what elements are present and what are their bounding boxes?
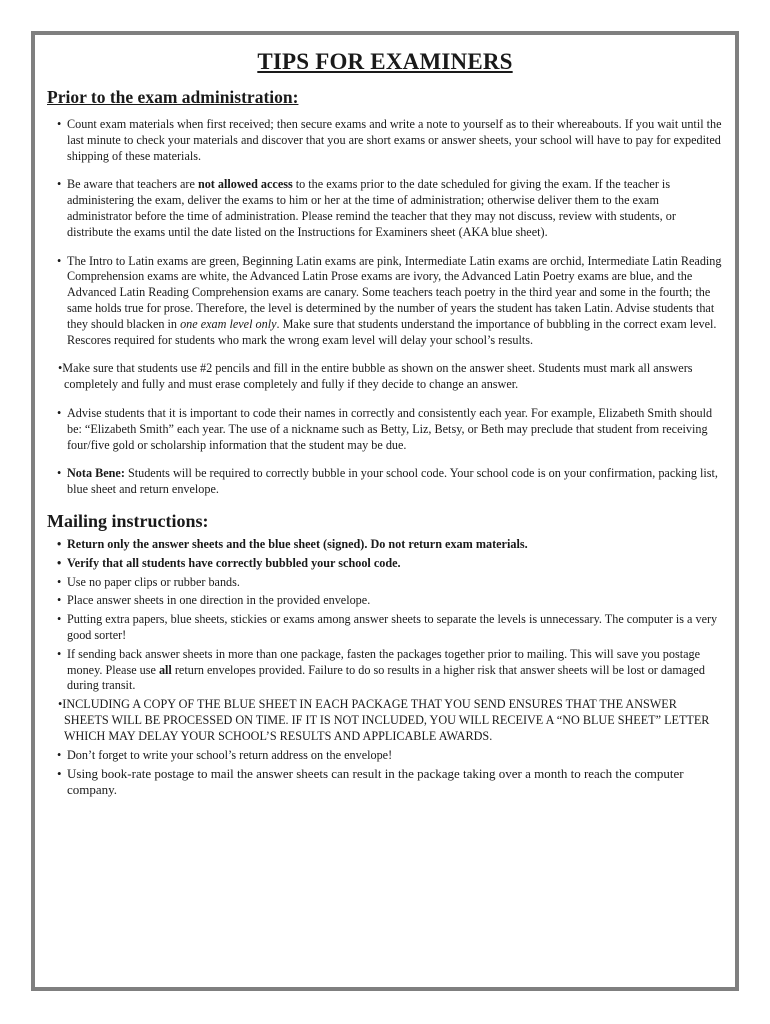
prior-bullet-count-materials: • Count exam materials when first received; then secure exams and write a note to yourself as to their whereabouts. If you wait until the last minute to check your materials and discover that you are short exams or answer sheets, your school will have to pay for expedited shipping of these materials. bbox=[57, 117, 722, 163]
prior-bullet-name-coding: • Advise students that it is important to code their names in correctly and consistently each year. For example, Elizabeth Smith should be: “Elizabeth Smith” each year. The use of a nickname such as Betty, Liz, Betsy, or Beth may preclude that student from receiving four/five gold or scholarship information that the student may be due. bbox=[57, 405, 713, 452]
page-title: TIPS FOR EXAMINERS bbox=[257, 49, 513, 74]
prior-bullet-nota-bene: • Nota Bene: Students will be required to correctly bubble in your school code. Your school code is on your confirmation, packing list, blue sheet and return envelope. bbox=[57, 466, 718, 497]
mailing-item-no-clips: • Use no paper clips or rubber bands. bbox=[57, 574, 240, 589]
mailing-item-return-only: • Return only the answer sheets and the blue sheet (signed). Do not return exam materials. bbox=[57, 536, 528, 551]
nota-bene-label: Nota Bene: bbox=[67, 466, 125, 481]
mailing-item-no-extra-papers: • Putting extra papers, blue sheets, stickies or exams among answer sheets to separate the levels is unnecessary. The computer is a very good sorter! bbox=[57, 612, 718, 642]
mailing-item-one-direction: • Place answer sheets in one direction in the provided envelope. bbox=[57, 593, 371, 608]
not-allowed-access-emphasis: not allowed access bbox=[197, 177, 293, 192]
one-exam-level-emphasis: one exam level only bbox=[180, 316, 277, 331]
prior-heading: Prior to the exam administration: bbox=[47, 87, 299, 107]
page-frame bbox=[31, 31, 739, 991]
mailing-item-return-address: • Don’t forget to write your school’s return address on the envelope! bbox=[57, 747, 393, 762]
prior-bullet-pencils: •Make sure that students use #2 pencils and fill in the entire bubble as shown on the answer sheet. Students must mark all answers completely and fully and must erase completely and fully if they decide to change an answer. bbox=[58, 361, 693, 392]
mailing-heading: Mailing instructions: bbox=[47, 510, 209, 531]
mailing-item-verify-code: • Verify that all students have correctly bubbled your school code. bbox=[57, 555, 401, 570]
prior-bullet-teacher-access: • Be aware that teachers are not allowed access to the exams prior to the date scheduled for giving the exam. If the teacher is administering the exam, deliver the exams to him or her at the time of administration; otherwise deliver them to the exam administrator before the time of administration. Please remind the teacher that they may not discuss, review with students, or distribute the exams until the date listed on the Instructions for Examiners sheet (AKA blue sheet). bbox=[57, 177, 676, 239]
all-emphasis: all bbox=[158, 662, 172, 677]
prior-bullet-exam-colors: • The Intro to Latin exams are green, Beginning Latin exams are pink, Intermediate Latin exams are orchid, Intermediate Latin Reading Comprehension exams are white, the Advanced Latin Prose exams are ivory, the Advanced Latin Poetry exams are blue, and the Advanced Latin Reading Comprehension exams are canary. Some teachers teach poetry in the third year and some in the fourth; the same holds true for prose. Therefore, the level is determined by the number of years the student has taken Latin. Advise students that they should blacken in one exam level only. Make sure that students understand the importance of bubbling in the correct exam level. Rescores required for students who mark the wrong exam level will delay your school’s results. bbox=[57, 253, 722, 347]
mailing-item-multiple-packages: • If sending back answer sheets in more than one package, fasten the packages together prior to mailing. This will save you postage money. Please use all return envelopes provided. Failure to do so results in a higher risk that answer sheets will be lost or damaged during transit. bbox=[57, 646, 705, 693]
document-body bbox=[47, 49, 723, 801]
mailing-item-blue-sheet-copy: •INCLUDING A COPY OF THE BLUE SHEET IN EACH PACKAGE THAT YOU SEND ENSURES THAT THE ANSWER SHEETS WILL BE PROCESSED ON TIME. IF IT IS NOT INCLUDED, YOU WILL RECEIVE A “NO BLUE SHEET” LETTER WHICH MAY DELAY YOUR SCHOOL’S RESULTS AND APPLICABLE AWARDS. bbox=[58, 697, 710, 743]
mailing-item-book-rate: • Using book-rate postage to mail the answer sheets can result in the package taking over a month to reach the computer company. bbox=[57, 766, 684, 798]
